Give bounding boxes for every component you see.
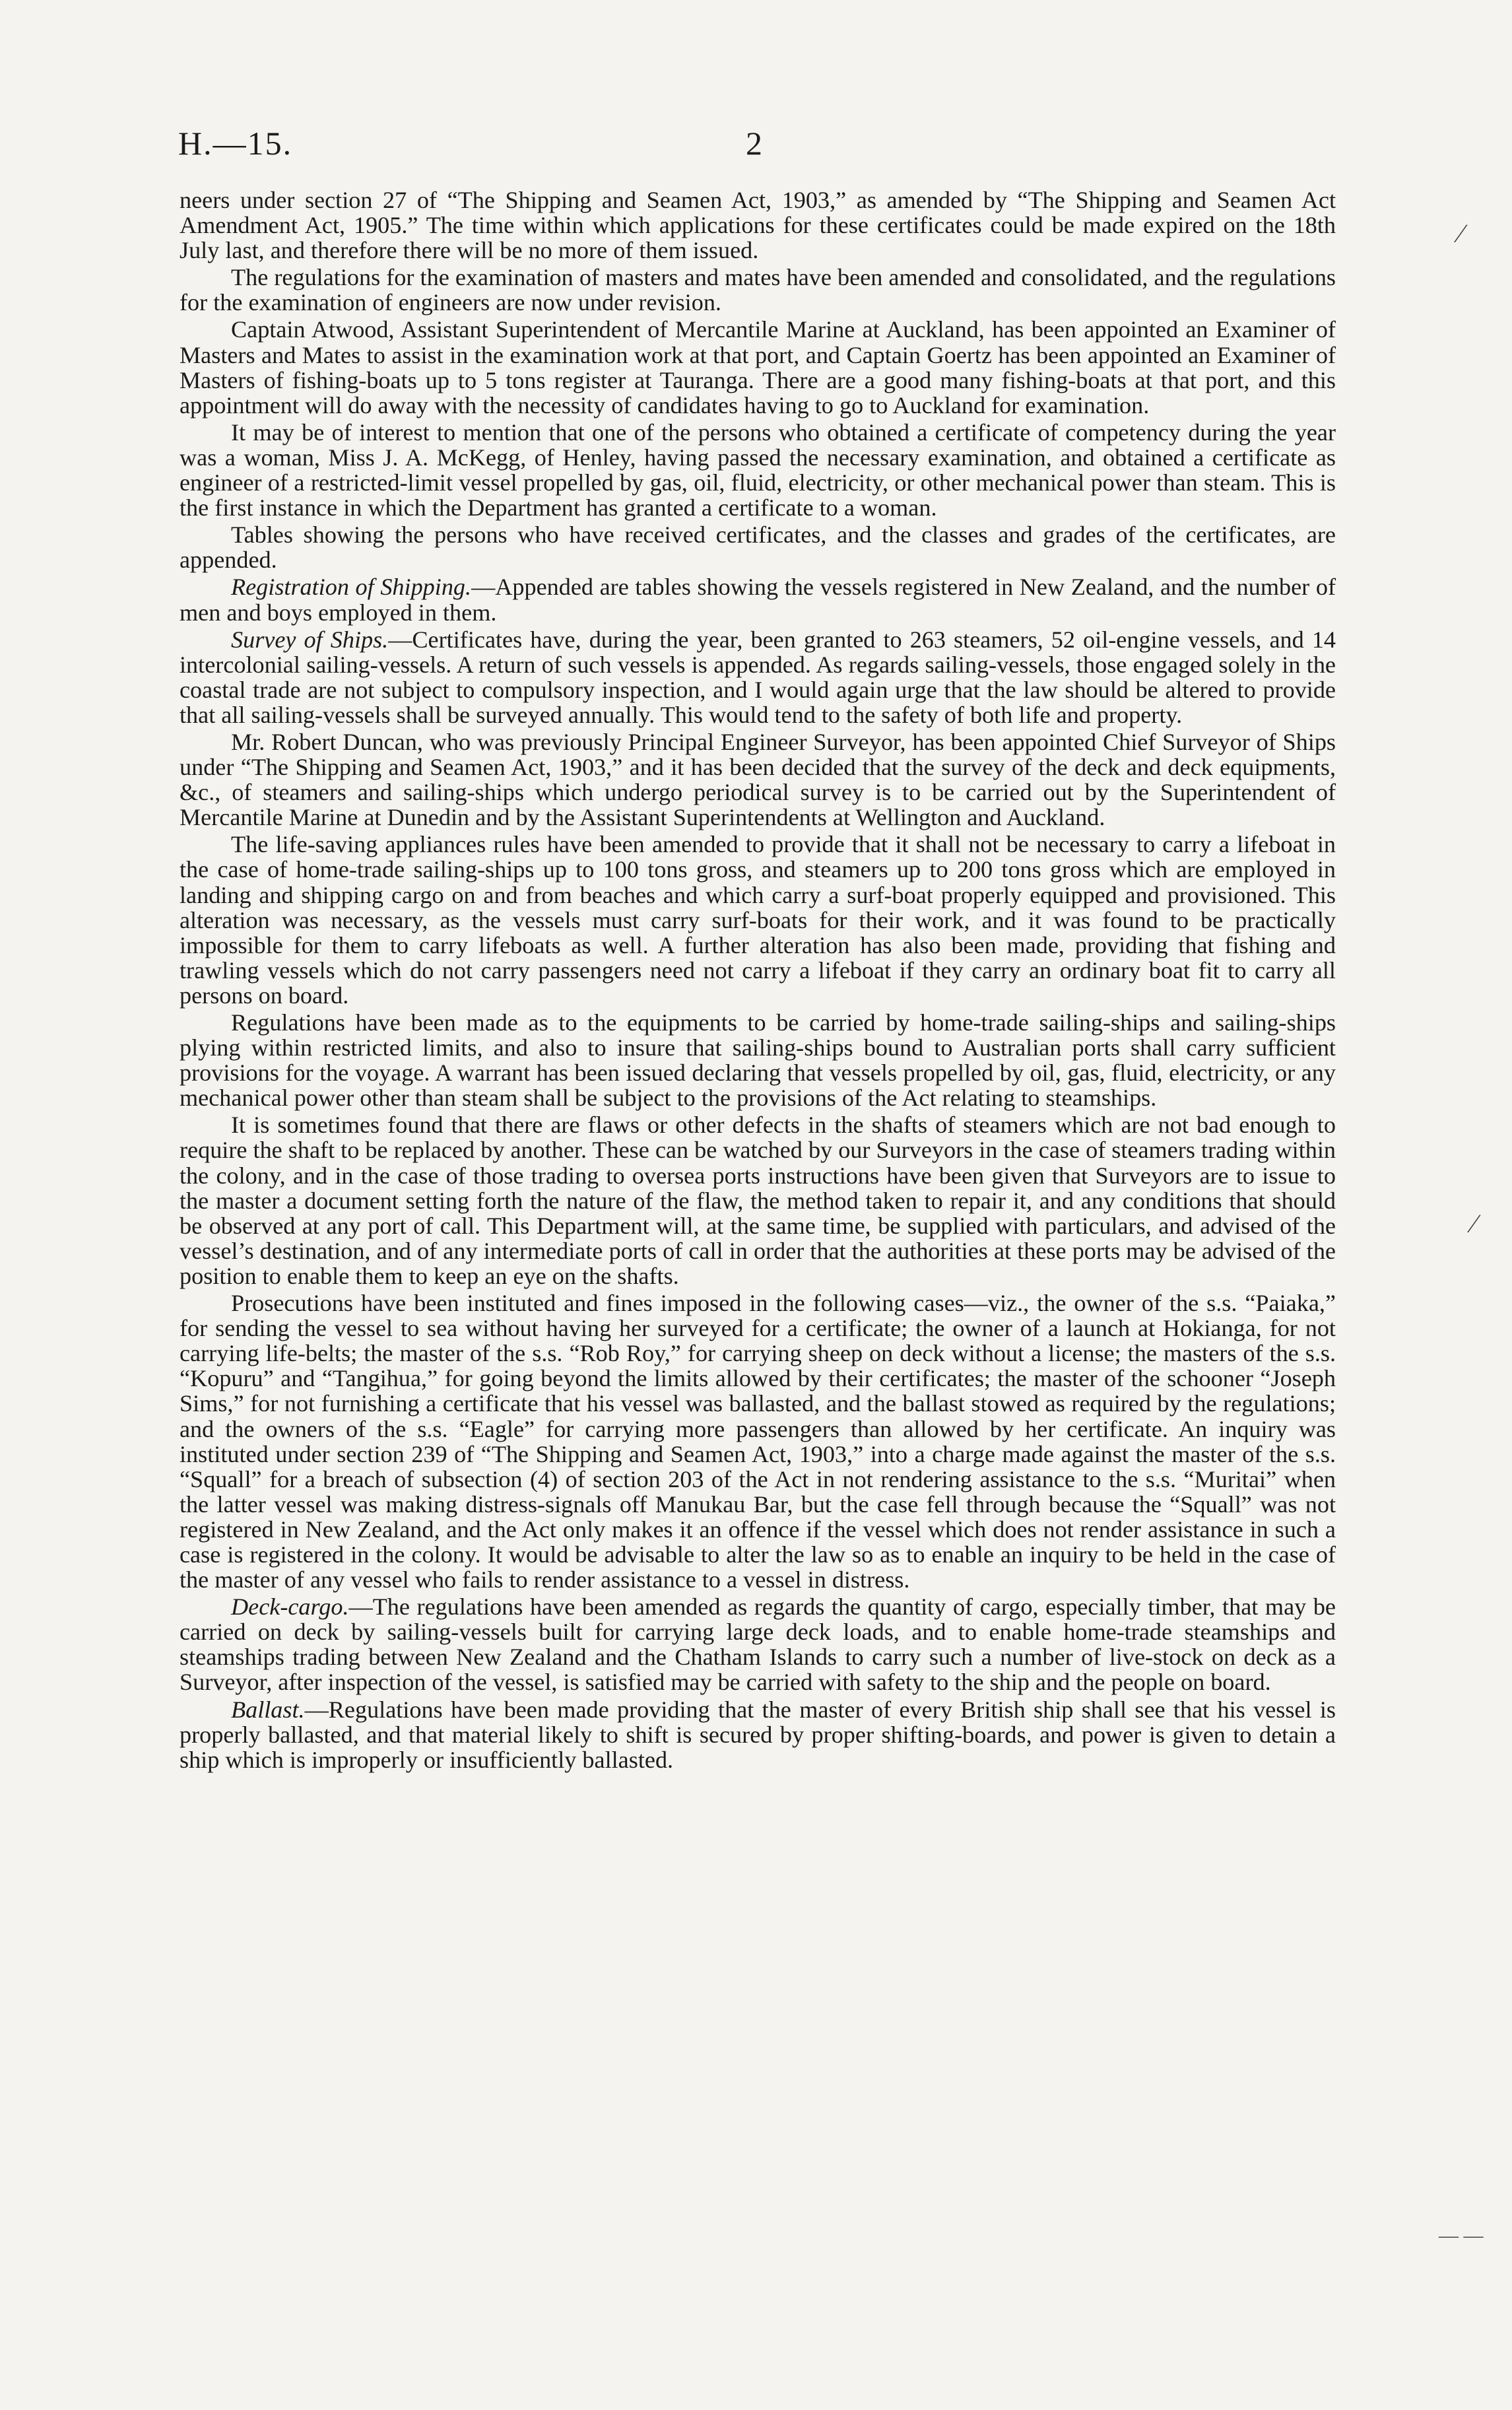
margin-mark: ⁄ xyxy=(1472,1209,1476,1238)
paragraph: The regulations for the examination of masters and mates have been amended and consolidated, and the regulations for the examination of engineers are now under revision. xyxy=(180,264,1336,316)
body-text xyxy=(180,187,1336,1772)
margin-mark: ⁄ xyxy=(1459,218,1463,248)
paragraph: Survey of Ships.—Certificates have, during the year, been granted to 263 steamers, 52 oil-engine vessels, and 14 intercolonial sailing-vessels. A return of such vessels is appended. As regards sailing-vessels, those engaged solely in the coastal trade are not subject to compulsory inspection, and I would again urge that the law should be altered to provide that all sailing-vessels shall be surveyed annually. This would tend to the safety of both life and property. xyxy=(180,626,1336,728)
paragraph: Tables showing the persons who have received certificates, and the classes and grades of the certificates, are appended. xyxy=(180,521,1336,574)
section-heading: Registration of Shipping. xyxy=(231,574,472,601)
page-header xyxy=(0,124,1512,170)
paragraph: The life-saving appliances rules have been amended to provide that it shall not be necessary to carry a lifeboat in the case of home-trade sailing-ships up to 100 tons gross, and steamers up to 200 tons gross which are employed in landing and shipping cargo on and from beaches and which carry a surf-boat properly equipped and provisioned. This alteration was necessary, as the vessels must carry surf-boats for their work, and it was found to be practically impossible for them to carry lifeboats as well. A further alteration has also been made, providing that fishing and trawling vessels which do not carry passengers need not carry a lifeboat if they carry an ordinary boat fit to carry all persons on board. xyxy=(180,831,1336,1009)
paragraph: Registration of Shipping.—Appended are tables showing the vessels registered in New Zealand, and the number of men and boys employed in them. xyxy=(180,574,1336,626)
document-reference: H.—15. xyxy=(178,125,293,162)
section-heading: Survey of Ships. xyxy=(231,626,389,653)
paragraph: Mr. Robert Duncan, who was previously Principal Engineer Surveyor, has been appointed Chief Surveyor of Ships under “The Shipping and Seamen Act, 1903,” and it has been decided that the survey of the deck and deck equipments, &c., of steamers and sailing-ships which undergo periodical survey is to be carried out by the Superintendent of Mercantile Marine at Dunedin and by the Assistant Superintendents at Wellington and Auckland. xyxy=(180,728,1336,831)
margin-mark: — — xyxy=(1439,2225,1484,2246)
section-heading: Deck-cargo. xyxy=(231,1593,349,1621)
paragraph: Regulations have been made as to the equipments to be carried by home-trade sailing-ships and sailing-ships plying within restricted limits, and also to insure that sailing-ships bound to Australian ports shall carry sufficient provisions for the voyage. A warrant has been issued declaring that vessels propelled by oil, gas, fluid, electricity, or any mechanical power other than steam shall be subject to the provisions of the Act relating to steamships. xyxy=(180,1009,1336,1112)
section-heading: Ballast. xyxy=(231,1696,305,1723)
paragraph: Ballast.—Regulations have been made providing that the master of every British ship shall see that his vessel is properly ballasted, and that material likely to shift is secured by proper shifting-boards, and power is given to detain a ship which is improperly or insufficiently ballasted. xyxy=(180,1696,1336,1773)
paragraph: It may be of interest to mention that one of the persons who obtained a certificate of competency during the year was a woman, Miss J. A. McKegg, of Henley, having passed the necessary examination, and obtained a certificate as engineer of a restricted-limit vessel propelled by gas, oil, fluid, electricity, or other mechanical power than steam. This is the first instance in which the Department has granted a certificate to a woman. xyxy=(180,418,1336,521)
paragraph: It is sometimes found that there are flaws or other defects in the shafts of steamers which are not bad enough to require the shaft to be replaced by another. These can be watched by our Surveyors in the case of steamers trading within the colony, and in the case of those trading to oversea ports instructions have been given that Surveyors are to issue to the master a document setting forth the nature of the flaw, the method taken to repair it, and any conditions that should be observed at any port of call. This Department will, at the same time, be supplied with particulars, and advised of the vessel’s destination, and of any intermediate ports of call in order that the authorities at these ports may be advised of the position to enable them to keep an eye on the shafts. xyxy=(180,1112,1336,1289)
paragraph: Deck-cargo.—The regulations have been amended as regards the quantity of cargo, especially timber, that may be carried on deck by sailing-vessels built for carrying large deck loads, and to enable home-trade steamships and steamships trading between New Zealand and the Chatham Islands to carry such a number of live-stock on deck as a Surveyor, after inspection of the vessel, is satisfied may be carried with safety to the ship and the people on board. xyxy=(180,1593,1336,1696)
page-number: 2 xyxy=(746,125,762,162)
paragraph: neers under section 27 of “The Shipping and Seamen Act, 1903,” as amended by “The Shipping and Seamen Act Amendment Act, 1905.” The time within which applications for these certificates could be made expired on the 18th July last, and therefore there will be no more of them issued. xyxy=(180,187,1336,264)
paragraph: Prosecutions have been instituted and fines imposed in the following cases—viz., the owner of the s.s. “Paiaka,” for sending the vessel to sea without having her surveyed for a certificate; the owner of a launch at Hokianga, for not carrying life-belts; the master of the s.s. “Rob Roy,” for carrying sheep on deck without a license; the masters of the s.s. “Kopuru” and “Tangihua,” for going beyond the limits allowed by their certificates; the master of the schooner “Joseph Sims,” for not furnishing a certificate that his vessel was ballasted, and the ballast stowed as required by the regulations; and the owners of the s.s. “Eagle” for carrying more passengers than allowed by her certificate. An inquiry was instituted under section 239 of “The Shipping and Seamen Act, 1903,” into a charge made against the master of the s.s. “Squall” for a breach of subsection (4) of section 203 of the Act in not rendering assistance to the s.s. “Muritai” when the latter vessel was making distress-signals off Manukau Bar, but the case fell through because the “Squall” was not registered in New Zealand, and the Act only makes it an offence if the vessel which does not render assistance in such a case is registered in the colony. It would be advisable to alter the law so as to enable an inquiry to be held in the case of the master of any vessel who fails to render assistance to a vessel in distress. xyxy=(180,1290,1336,1593)
paragraph: Captain Atwood, Assistant Superintendent of Mercantile Marine at Auckland, has been appointed an Examiner of Masters and Mates to assist in the examination work at that port, and Captain Goertz has been appointed an Examiner of Masters of fishing-boats up to 5 tons register at Tauranga. There are a good many fishing-boats at that port, and this appointment will do away with the necessity of candidates having to go to Auckland for examination. xyxy=(180,316,1336,418)
